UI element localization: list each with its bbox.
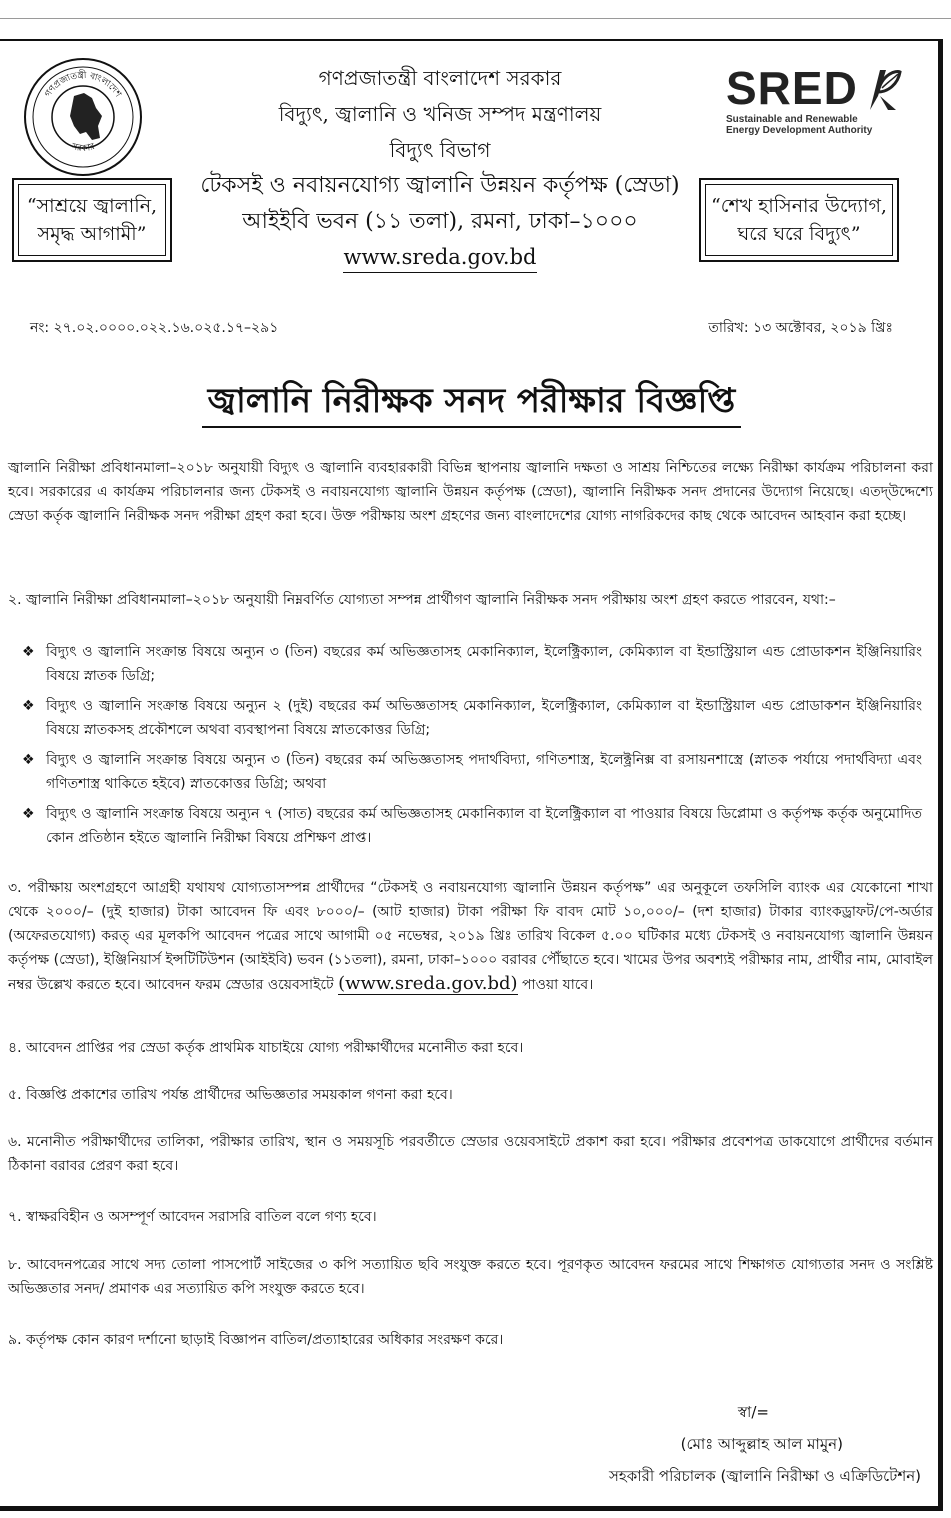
eligibility-list [22, 640, 922, 856]
paragraph-1 [8, 456, 933, 528]
top-rule [0, 18, 951, 19]
list-item-text: বিদ্যুৎ ও জ্বালানি সংক্রান্ত বিষয়ে অন্যুন ৩ (তিন) বছরের কর্ম অভিজ্ঞতাসহ পদার্থবিদ্যা, গণিতশাস্ত্র, ইলেক্ট্রনিক্স বা রসায়নশাস্ত্রে (স্নাতক পর্যায়ে পদার্থবিদ্যা এবং গণিতশাস্ত্র থাকিতে হইবে) স্নাতকোত্তর ডিগ্রি; অথবা [46, 752, 922, 792]
paragraph-7 [8, 1205, 933, 1229]
motto-right-box [699, 178, 899, 262]
paragraph-7-text: ৭. স্বাক্ষরবিহীন ও অসম্পূর্ণ আবেদন সরাসরি বাতিল বলে গণ্য হবে। [8, 1209, 377, 1225]
notice-date: তারিখ: ১৩ অক্টোবর, ২০১৯ খ্রিঃ [708, 320, 893, 336]
svg-text:সরকার [69, 142, 97, 155]
paragraph-9-text: ৯. কর্তৃপক্ষ কোন কারণ দর্শানো ছাড়াই বিজ্ঞাপন বাতিল/প্রত্যাহারের অধিকার সংরক্ষণ করে। [8, 1332, 504, 1348]
signatory-name: (মোঃ আব্দুল্লাহ আল মামুন) [680, 1435, 843, 1453]
motto-left-line-2: সমৃদ্ধ আগামী” [37, 223, 147, 245]
list-item [22, 694, 922, 742]
ministry-line: বিদ্যুৎ, জ্বালানি ও খনিজ সম্পদ মন্ত্রণালয় [278, 102, 602, 126]
paragraph-6-text: ৬. মনোনীত পরীক্ষার্থীদের তালিকা, পরীক্ষার তারিখ, স্থান ও সময়সূচি পরবর্তীতে স্রেডার ওয়েবসাইটে প্রকাশ করা হবে। পরীক্ষার প্রবেশপত্র ডাকযোগে প্রার্থীদের বর্তমান ঠিকানা বরাবর প্রেরণ করা হবে। [8, 1134, 933, 1174]
paragraph-9 [8, 1328, 933, 1352]
list-item-text: বিদ্যুৎ ও জ্বালানি সংক্রান্ত বিষয়ে অন্যুন ৩ (তিন) বছরের কর্ম অভিজ্ঞতাসহ মেকানিক্যাল, ইলেক্ট্রিক্যাল, কেমিক্যাল বা ইন্ডাস্ট্রিয়াল এন্ড প্রোডাকশন ইঞ্জিনিয়ারিং বিষয়ে স্নাতক ডিগ্রি; [46, 644, 922, 684]
paragraph-1-text: জ্বালানি নিরীক্ষা প্রবিধানমালা–২০১৮ অনুযায়ী বিদ্যুৎ ও জ্বালানি ব্যবহারকারী বিভিন্ন স্থাপনায় জ্বালানি দক্ষতা ও সাশ্রয় নিশ্চিতের লক্ষ্যে নিরীক্ষা কার্যক্রম পরিচালনা করা হবে। সরকারের এ কার্যক্রম পরিচালনার জন্য টেকসই ও নবায়নযোগ্য জ্বালানি উন্নয়ন কর্তৃপক্ষ (স্রেডা), জ্বালানি নিরীক্ষক সনদ প্রদানের উদ্যোগ নিয়েছে। এতদ্‌উদ্দেশ্যে স্রেডা কর্তৃক জ্বালানি নিরীক্ষক সনদ পরীক্ষা গ্রহণ করা হবে। উক্ত পরীক্ষায় অংশ গ্রহণের জন্য বাংলাদেশের যোগ্য নাগরিকদের কাছ থেকে আবেদন আহবান করা হচ্ছে। [8, 460, 933, 524]
paragraph-2-text: ২. জ্বালানি নিরীক্ষা প্রবিধানমালা–২০১৮ অনুযায়ী নিম্নবর্ণিত যোগ্যতা সম্পন্ন প্রার্থীগণ জ্বালানি নিরীক্ষক সনদ পরীক্ষায় অংশ গ্রহণ করতে পারবেন, যথা:– [8, 592, 836, 608]
paragraph-8-text: ৮. আবেদনপত্রের সাথে সদ্য তোলা পাসপোর্ট সাইজের ৩ কপি সত্যায়িত ছবি সংযুক্ত করতে হবে। পূরণকৃত আবেদন ফরমের সাথে শিক্ষাগত যোগ্যতার সনদ ও সংশ্লিষ্ট অভিজ্ঞতার সনদ/ প্রমাণক এর সত্যায়িত কপি সংযুক্ত করতে হবে। [8, 1257, 933, 1297]
notice-title [0, 376, 943, 428]
paragraph-4-text: ৪. আবেদন প্রাপ্তির পর স্রেডা কর্তৃক প্রাথমিক যাচাইয়ে যোগ্য পরীক্ষার্থীদের মনোনীত করা হবে। [8, 1040, 524, 1056]
motto-left-box [12, 178, 172, 262]
header-center [180, 60, 700, 273]
seal-icon [26, 60, 140, 174]
list-item-text: বিদ্যুৎ ও জ্বালানি সংক্রান্ত বিষয়ে অন্যুন ২ (দুই) বছরের কর্ম অভিজ্ঞতাসহ মেকানিক্যাল, ইলেক্ট্রিক্যাল, কেমিক্যাল বা ইন্ডাস্ট্রিয়াল এন্ড প্রোডাকশন ইঞ্জিনিয়ারিং বিষয়ে স্নাতকসহ প্রকৌশলে অথবা ব্যবস্থাপনা বিষয়ে স্নাতকোত্তর ডিগ্রি; [46, 698, 922, 738]
motto-right-line-2: ঘরে ঘরে বিদ্যুৎ” [737, 223, 861, 245]
website-link[interactable]: www.sreda.gov.bd [343, 242, 536, 273]
notice-title-text: জ্বালানি নিরীক্ষক সনদ পরীক্ষার বিজ্ঞপ্তি [202, 376, 742, 428]
sreda-leaf-icon [866, 66, 902, 112]
diamond-bullet-icon: ❖ [22, 752, 35, 768]
paragraph-3 [8, 876, 933, 997]
list-item [22, 802, 922, 850]
paragraph-3-part-1: ৩. পরীক্ষায় অংশগ্রহণে আগ্রহী যথাযথ যোগ্যতাসম্পন্ন প্রার্থীদের “টেকসই ও নবায়নযোগ্য জ্বালানি উন্নয়ন কর্তৃপক্ষ” এর অনুকূলে তফসিলি ব্যাংক এর যেকোনো শাখা থেকে ২০০০/– (দুই হাজার) টাকা আবেদন ফি এবং ৮০০০/– (আট হাজার) টাকা পরীক্ষা ফি বাবদ মোট ১০,০০০/– (দশ হাজার) টাকার ব্যাংকড্রাফট/পে-অর্ডার (অফেরতযোগ্য) করত্‌ এর মূলকপি আবেদন পত্রের সাথে আগামী ০৫ নভেম্বর, ২০১৯ খ্রিঃ তারিখ বিকেল ৫.০০ ঘটিকার মধ্যে টেকসই ও নবায়নযোগ্য জ্বালানি উন্নয়ন কর্তৃপক্ষ (স্রেডা), ইঞ্জিনিয়ার্স ইন্সটিটিউশন (আইইবি) ভবন (১১তলা), রমনা, ঢাকা–১০০০ বরাবর পৌঁছাতে হবে। খামের উপর অবশ্যই পরীক্ষার নাম, প্রার্থীর নাম, মোবাইল নম্বর উল্লেখ করতে হবে। আবেদন ফরম স্রেডার ওয়েবসাইটে [8, 880, 933, 993]
signatory-designation: সহকারী পরিচালক (জ্বালানি নিরীক্ষা ও এক্রিডিটেশন) [608, 1467, 921, 1485]
list-item-text: বিদ্যুৎ ও জ্বালানি সংক্রান্ত বিষয়ে অন্যুন ৭ (সাত) বছরের কর্ম অভিজ্ঞতাসহ মেকানিক্যাল বা ইলেক্ট্রিক্যাল বা পাওয়ার বিষয়ে ডিপ্লোমা ও কর্তৃপক্ষ কর্তৃক অনুমোদিত কোন প্রতিষ্ঠান হইতে জ্বালানি নিরীক্ষা বিষয়ে প্রশিক্ষণ প্রাপ্ত। [46, 806, 922, 846]
list-item [22, 748, 922, 796]
paragraph-5 [8, 1083, 933, 1107]
sreda-logo-word: SRED [726, 62, 858, 114]
sreda-tagline-1: Sustainable and Renewable [726, 114, 858, 125]
motto-right-line-1: “শেখ হাসিনার উদ্যোগ, [711, 195, 887, 217]
government-seal [24, 58, 142, 176]
diamond-bullet-icon: ❖ [22, 698, 35, 714]
paragraph-3-website-link[interactable]: (www.sreda.gov.bd) [338, 973, 518, 994]
division-line: বিদ্যুৎ বিভাগ [389, 138, 491, 162]
paragraph-5-text: ৫. বিজ্ঞপ্তি প্রকাশের তারিখ পর্যন্ত প্রার্থীদের অভিজ্ঞতার সময়কাল গণনা করা হবে। [8, 1087, 453, 1103]
motto-left-line-1: “সাশ্রয়ে জ্বালানি, [26, 195, 158, 217]
list-item [22, 640, 922, 688]
paragraph-3-text [8, 876, 933, 997]
signature-mark: স্বা/= [737, 1403, 769, 1421]
seal-text-top: গণপ্রজাতন্ত্রী বাংলাদেশ [43, 70, 123, 100]
reference-number: নং: ২৭.০২.০০০০.০২২.১৬.০২৫.১৭–২৯১ [30, 320, 279, 336]
paragraph-6 [8, 1130, 933, 1178]
address-line: আইইবি ভবন (১১ তলা), রমনা, ঢাকা–১০০০ [242, 209, 638, 234]
paragraph-3-part-2: পাওয়া যাবে। [517, 977, 594, 993]
paragraph-2 [8, 588, 933, 612]
sreda-tagline-2: Energy Development Authority [726, 125, 873, 136]
seal-text-bottom: সরকার [69, 141, 97, 155]
sreda-logo [726, 64, 906, 136]
diamond-bullet-icon: ❖ [22, 806, 35, 822]
paragraph-4 [8, 1036, 933, 1060]
government-line: গণপ্রজাতন্ত্রী বাংলাদেশ সরকার [318, 66, 562, 90]
authority-line: টেকসই ও নবায়নযোগ্য জ্বালানি উন্নয়ন কর্তৃপক্ষ (স্রেডা) [200, 173, 680, 198]
paragraph-8 [8, 1253, 933, 1301]
diamond-bullet-icon: ❖ [22, 644, 35, 660]
